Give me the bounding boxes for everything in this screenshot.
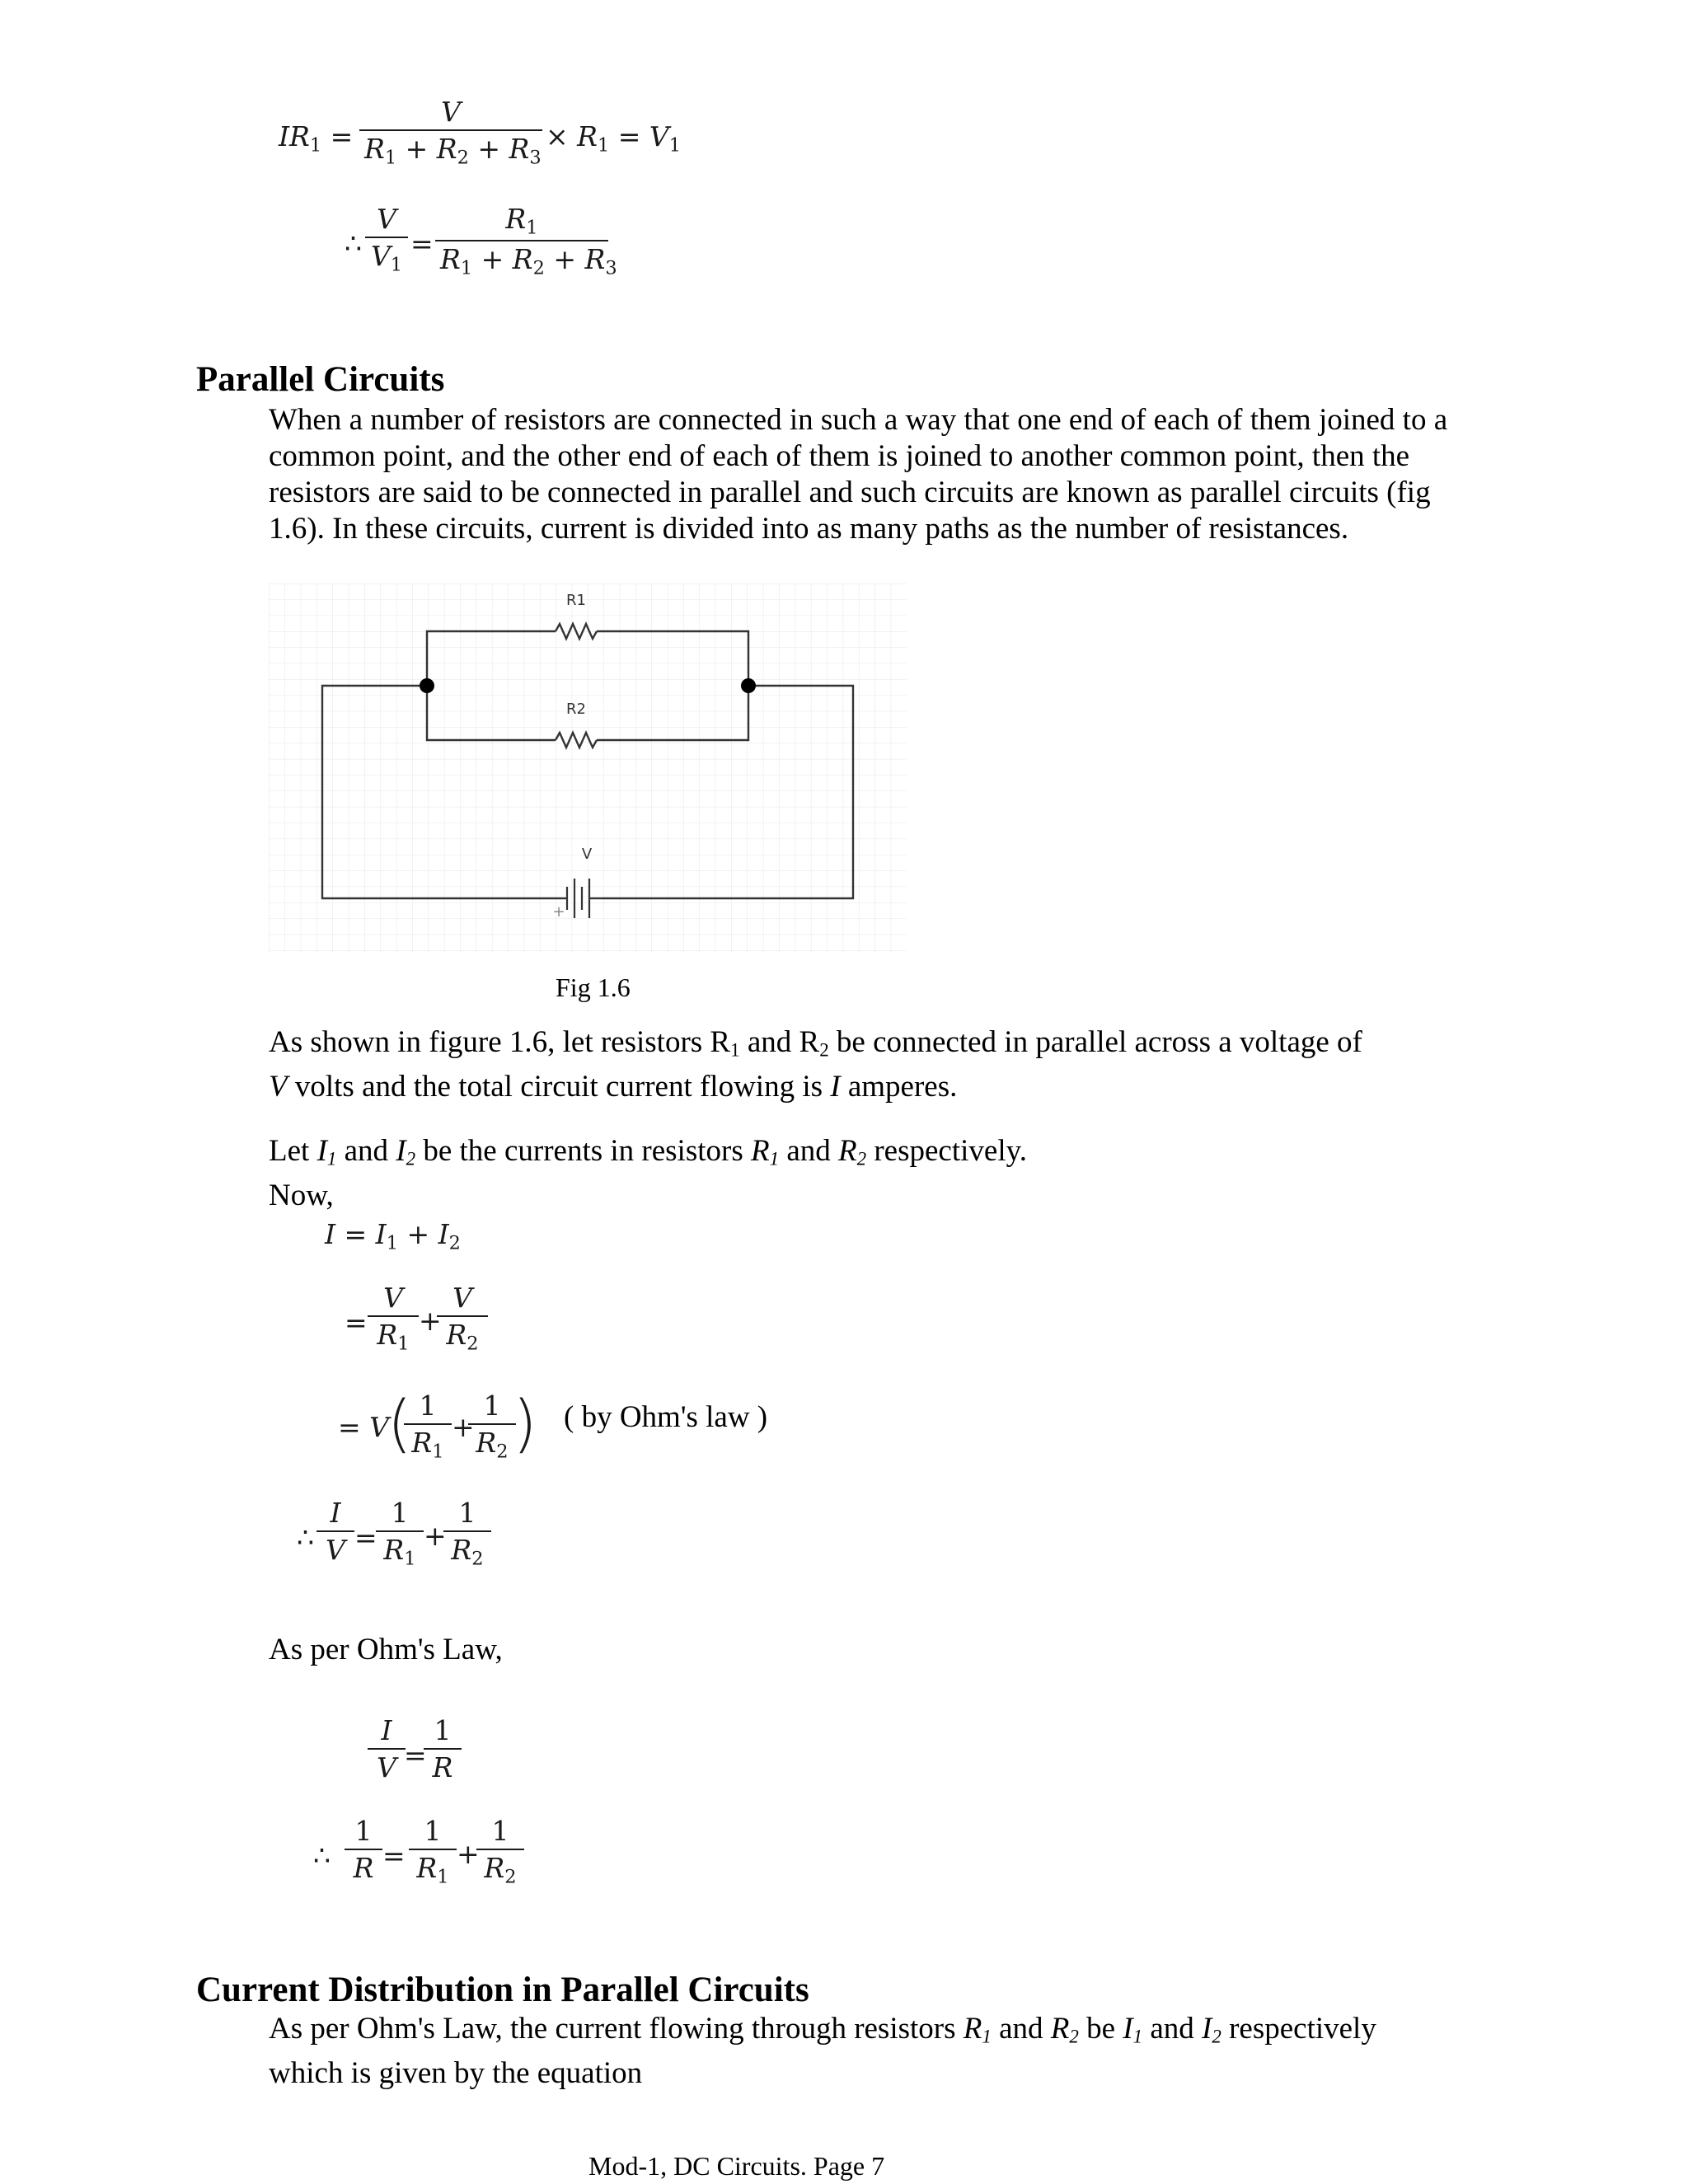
plus-sign: + [419,1305,442,1337]
paragraph-as-shown: As shown in figure 1.6, let resistors R1 and R2 be connected in parallel across a voltage of V volts and the total circuit current flowing is I amperes. [269,1025,1362,1104]
paragraph-current-distribution: As per Ohm's Law, the current flowing through resistors R1 and R2 be I1 and I2 respectively which is given by the equation [269,2012,1376,2090]
equals-sign-5: = [382,1840,406,1872]
fraction-1-r2-b: 1 $R_2$ [443,1497,491,1569]
fraction-1-r1: 1 $R_1$ [404,1390,452,1462]
circuit-diagram [269,583,907,953]
by-ohms-law-note: ( by Ohm's law ) [564,1400,768,1434]
plus-sign-4: + [457,1838,480,1870]
fraction-v-over-v1: V $V_1$ [365,203,408,275]
equals-sign: = [410,227,434,260]
fraction-v-over-sum: V $R_1 + R_2 + R_3$ [359,96,542,168]
junction-right [741,678,756,693]
label-r2: R2 [566,701,586,718]
fraction-1-r2: 1 $R_2$ [468,1390,516,1462]
equation-i-sum: $I = I_1 + I_2$ [325,1218,461,1254]
fraction-1-r: 1 R [424,1714,462,1783]
fraction-1-r1-b: 1 $R_1$ [376,1497,424,1569]
left-paren: ( [387,1386,412,1460]
equation-v-factored: = V [338,1411,389,1443]
heading-parallel-circuits: Parallel Circuits [196,360,445,399]
heading-current-distribution: Current Distribution in Parallel Circuits [196,1971,809,2009]
fraction-1-r1-c: 1 $R_1$ [409,1815,457,1887]
page-footer: Mod-1, DC Circuits. Page 7 [588,2151,885,2181]
paragraph-parallel-intro: When a number of resistors are connected in such a way that one end of each of them joined to a common point, and the other end of each of them is joined to another common point, then the resistors are said to be connected in parallel and such circuits are known as parallel circuits (fig 1.6). In these circuits, current is divided into as many paths as the number of resistances. [269,403,1448,546]
plus-sign-3: + [424,1520,447,1552]
fraction-v-r2: V $R_2$ [437,1282,488,1354]
figure-caption: Fig 1.6 [556,972,631,1002]
therefore-symbol-2: ∴ [297,1521,314,1554]
paragraph-let-currents: Let I1 and I2 be the currents in resistors R1 and R2 respectively. Now, [269,1134,1027,1212]
equation-times-r1: × $R_1 = V_1$ [546,120,682,157]
fraction-v-r1: V $R_1$ [368,1282,419,1354]
equals-sign-3: = [354,1521,377,1554]
equation-ir1: $IR_1$ = [279,120,354,157]
junction-left [420,678,434,693]
label-plus: + [552,903,565,921]
as-per-ohms-law: As per Ohm's Law, [269,1633,503,1666]
fraction-1-r2-c: 1 $R_2$ [476,1815,524,1887]
fraction-i-v-2: I V [368,1714,406,1783]
plus-sign-2: + [452,1411,475,1443]
label-r1: R1 [566,592,586,609]
equals-sign-2: = [345,1306,368,1338]
right-paren: ) [513,1386,537,1460]
label-v: V [581,846,593,863]
fraction-r1-over-sum: $R_1$ $R_1 + R_2 + R_3$ [435,203,608,279]
therefore-symbol-3: ∴ [313,1840,331,1872]
fraction-i-v: I V [316,1497,354,1566]
equals-sign-4: = [404,1739,427,1771]
therefore-symbol: ∴ [345,227,362,260]
fraction-1-r-2: 1 R [345,1815,382,1884]
